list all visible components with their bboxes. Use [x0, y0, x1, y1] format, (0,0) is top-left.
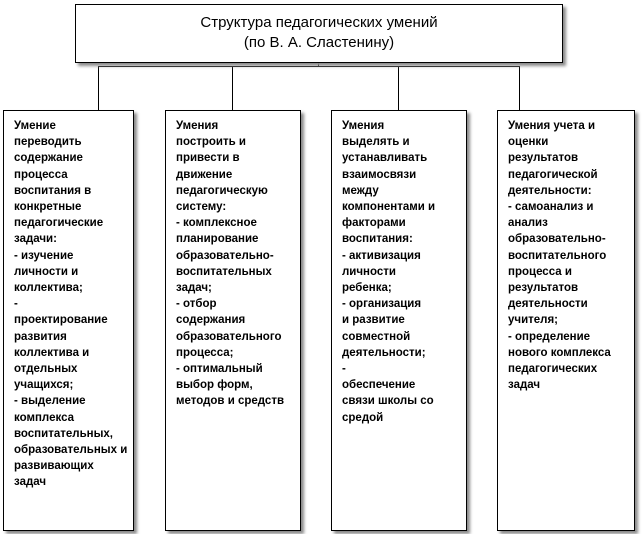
- connector-drop-3: [398, 66, 399, 110]
- skill-box-1: Умение переводить содержание процесса воспитания в конкретные педагогические задачи: - изучение личности и коллектива; - проектирование развития коллектива и отдельных учащихся; - выделение комплекса воспитательных, образовательных и развивающих задач: [3, 110, 134, 531]
- skill-box-4: Умения учета и оценки результатов педагогической деятельности: - самоанализ и анализ образовательно- воспитательного процесса и результатов деятельности учителя; - определение нового комплекса педагогических задач: [497, 110, 635, 531]
- title-box: [75, 4, 563, 63]
- skill-box-2: Умения построить и привести в движение педагогическую систему: - комплексное планирование образовательно- воспитательных задач; - отбор содержания образовательного процесса; - оптимальный выбор форм, методов и средств: [165, 110, 301, 531]
- connector-bus: [98, 66, 520, 67]
- connector-drop-1: [98, 66, 99, 110]
- connector-drop-4: [519, 66, 520, 110]
- title-line-2: (по В. А. Сластенину): [243, 34, 395, 51]
- title-line-1: Структура педагогических умений: [200, 14, 438, 31]
- connector-drop-2: [232, 66, 233, 110]
- skill-box-3: Умения выделять и устанавливать взаимосвязи между компонентами и факторами воспитания: - активизация личности ребенка; - организация и развитие совместной деятельности; - обеспечение связи школы со средой: [331, 110, 467, 531]
